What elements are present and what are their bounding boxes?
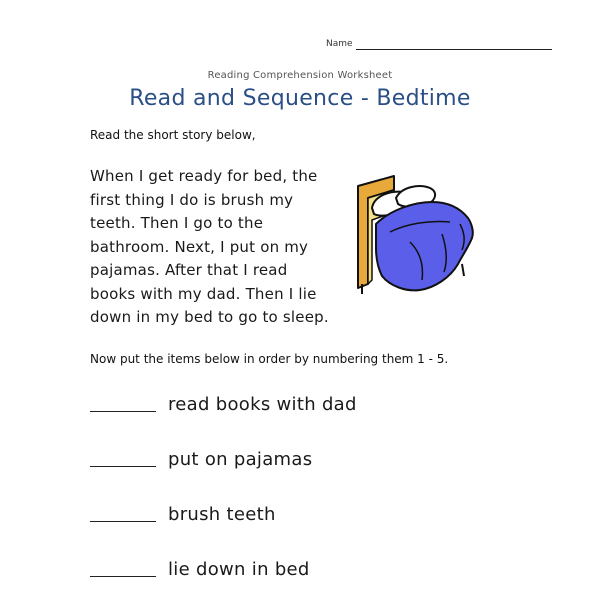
item-label: lie down in bed [168,559,310,580]
story-line: bathroom. Next, I put on my [90,237,309,256]
bed-icon [350,172,480,297]
list-item [90,502,570,557]
sequence-list [90,392,570,612]
number-blank[interactable] [90,502,156,522]
number-blank[interactable] [90,557,156,577]
story-line: pajamas. After that I read [90,261,288,279]
read-instructions: Read the short story below, [90,128,256,142]
item-label: brush teeth [168,504,276,525]
story-line: books with my dad. Then I lie [90,284,317,303]
order-instructions: Now put the items below in order by numbering them 1 - 5. [90,352,449,366]
worksheet-title: Read and Sequence - Bedtime [129,86,471,111]
item-label: read books with dad [168,394,357,415]
item-label: put on pajamas [168,449,313,470]
list-item [90,447,570,502]
number-blank[interactable] [90,392,156,412]
story-line: down in my bed to go to sleep. [90,308,329,326]
name-field-row [326,38,536,52]
name-label: Name [326,39,353,49]
worksheet-subtitle: Reading Comprehension Worksheet [207,70,393,81]
story-text [90,165,362,330]
story-line: teeth. Then I go to the [90,214,264,232]
list-item [90,392,570,447]
number-blank[interactable] [90,447,156,467]
name-blank-line[interactable] [356,49,552,50]
story-line: first thing I do is brush my [90,190,294,209]
list-item [90,557,570,612]
story-line: When I get ready for bed, the [90,167,318,185]
